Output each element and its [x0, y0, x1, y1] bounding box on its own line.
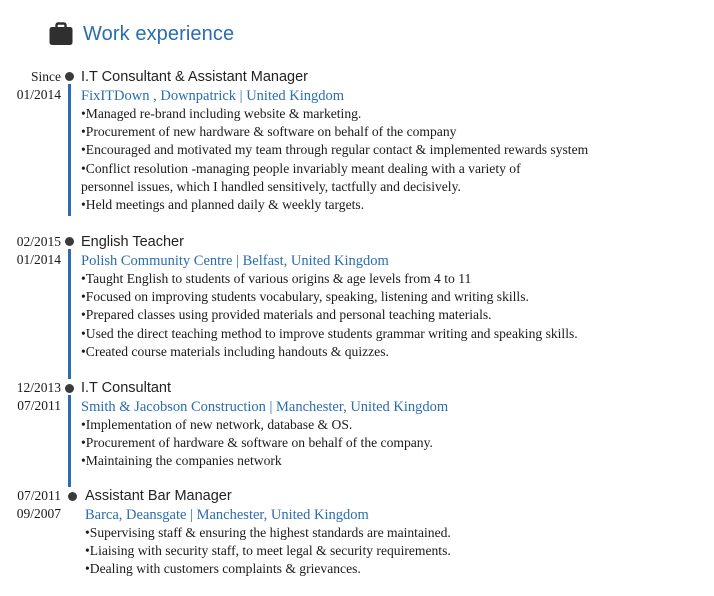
timeline-dot	[65, 384, 74, 393]
date-start: 07/2011	[17, 398, 61, 413]
section-header	[48, 19, 234, 49]
entry-dates	[0, 233, 61, 269]
date-end: 12/2013	[16, 380, 61, 395]
duty-item: •Managed re-brand including website & marketing.	[81, 106, 362, 121]
duty-item: •Taught English to students of various origins & age levels from 4 to 11	[81, 271, 472, 286]
duty-item: •Created course materials including handouts & quizzes.	[81, 343, 389, 359]
briefcase-icon	[48, 21, 74, 47]
timeline-dot	[65, 237, 74, 246]
date-start: 09/2007	[16, 506, 61, 521]
duty-item: •Procurement of new hardware & software on behalf of the company	[81, 124, 457, 140]
duty-item: •Focused on improving students vocabulary, speaking, listening and writing skills.	[81, 289, 529, 305]
duty-item: •Prepared classes using provided materials and personal teaching materials.	[81, 307, 492, 323]
timeline-dot	[65, 72, 74, 81]
date-end: 07/2011	[17, 488, 61, 503]
entry-content	[81, 233, 578, 361]
timeline-bar	[68, 249, 71, 379]
entry-dates	[0, 68, 61, 104]
entry-content	[85, 487, 451, 579]
duty-item: •Encouraged and motivated my team through regular contact & implemented rewards system	[81, 142, 589, 158]
duty-item: •Procurement of hardware & software on behalf of the company.	[81, 435, 433, 451]
duty-item: •Dealing with customers complaints & grievances.	[85, 561, 361, 577]
entry-content	[81, 68, 588, 214]
timeline-bar	[68, 84, 71, 216]
entry-content	[81, 379, 448, 471]
duty-item: •Supervising staff & ensuring the highest standards are maintained.	[85, 525, 451, 540]
date-end: Since	[31, 69, 61, 84]
company: Barca, Deansgate | Manchester, United Kingdom	[85, 507, 369, 523]
date-start: 01/2014	[16, 252, 61, 267]
duty-item: •Maintaining the companies network	[81, 453, 282, 469]
duty-item: •Implementation of new network, database & OS.	[81, 417, 353, 432]
entry-dates	[0, 379, 61, 415]
entry-dates	[0, 487, 61, 523]
duty-item: •Used the direct teaching method to improve students grammar writing and speaking skills.	[81, 325, 578, 341]
timeline-dot	[68, 492, 77, 501]
duty-item: •Held meetings and planned daily & weekly targets.	[81, 197, 365, 213]
job-title: I.T Consultant & Assistant Manager	[81, 69, 309, 85]
duty-item: •Liaising with security staff, to meet legal & security requirements.	[85, 543, 451, 559]
job-title: Assistant Bar Manager	[85, 488, 232, 504]
job-title: I.T Consultant	[81, 380, 172, 396]
timeline-bar	[68, 395, 71, 487]
duty-item: personnel issues, which I handled sensitively, tactfully and decisively.	[81, 178, 461, 194]
company: Smith & Jacobson Construction | Manchester, United Kingdom	[81, 399, 449, 415]
date-end: 02/2015	[16, 234, 61, 249]
job-title: English Teacher	[81, 234, 184, 250]
duty-item: •Conflict resolution -managing people invariably meant dealing with a variety of	[81, 160, 521, 176]
company: Polish Community Centre | Belfast, United Kingdom	[81, 253, 389, 269]
section-title: Work experience	[83, 22, 235, 45]
company: FixITDown , Downpatrick | United Kingdom	[81, 88, 345, 104]
date-start: 01/2014	[16, 87, 61, 102]
